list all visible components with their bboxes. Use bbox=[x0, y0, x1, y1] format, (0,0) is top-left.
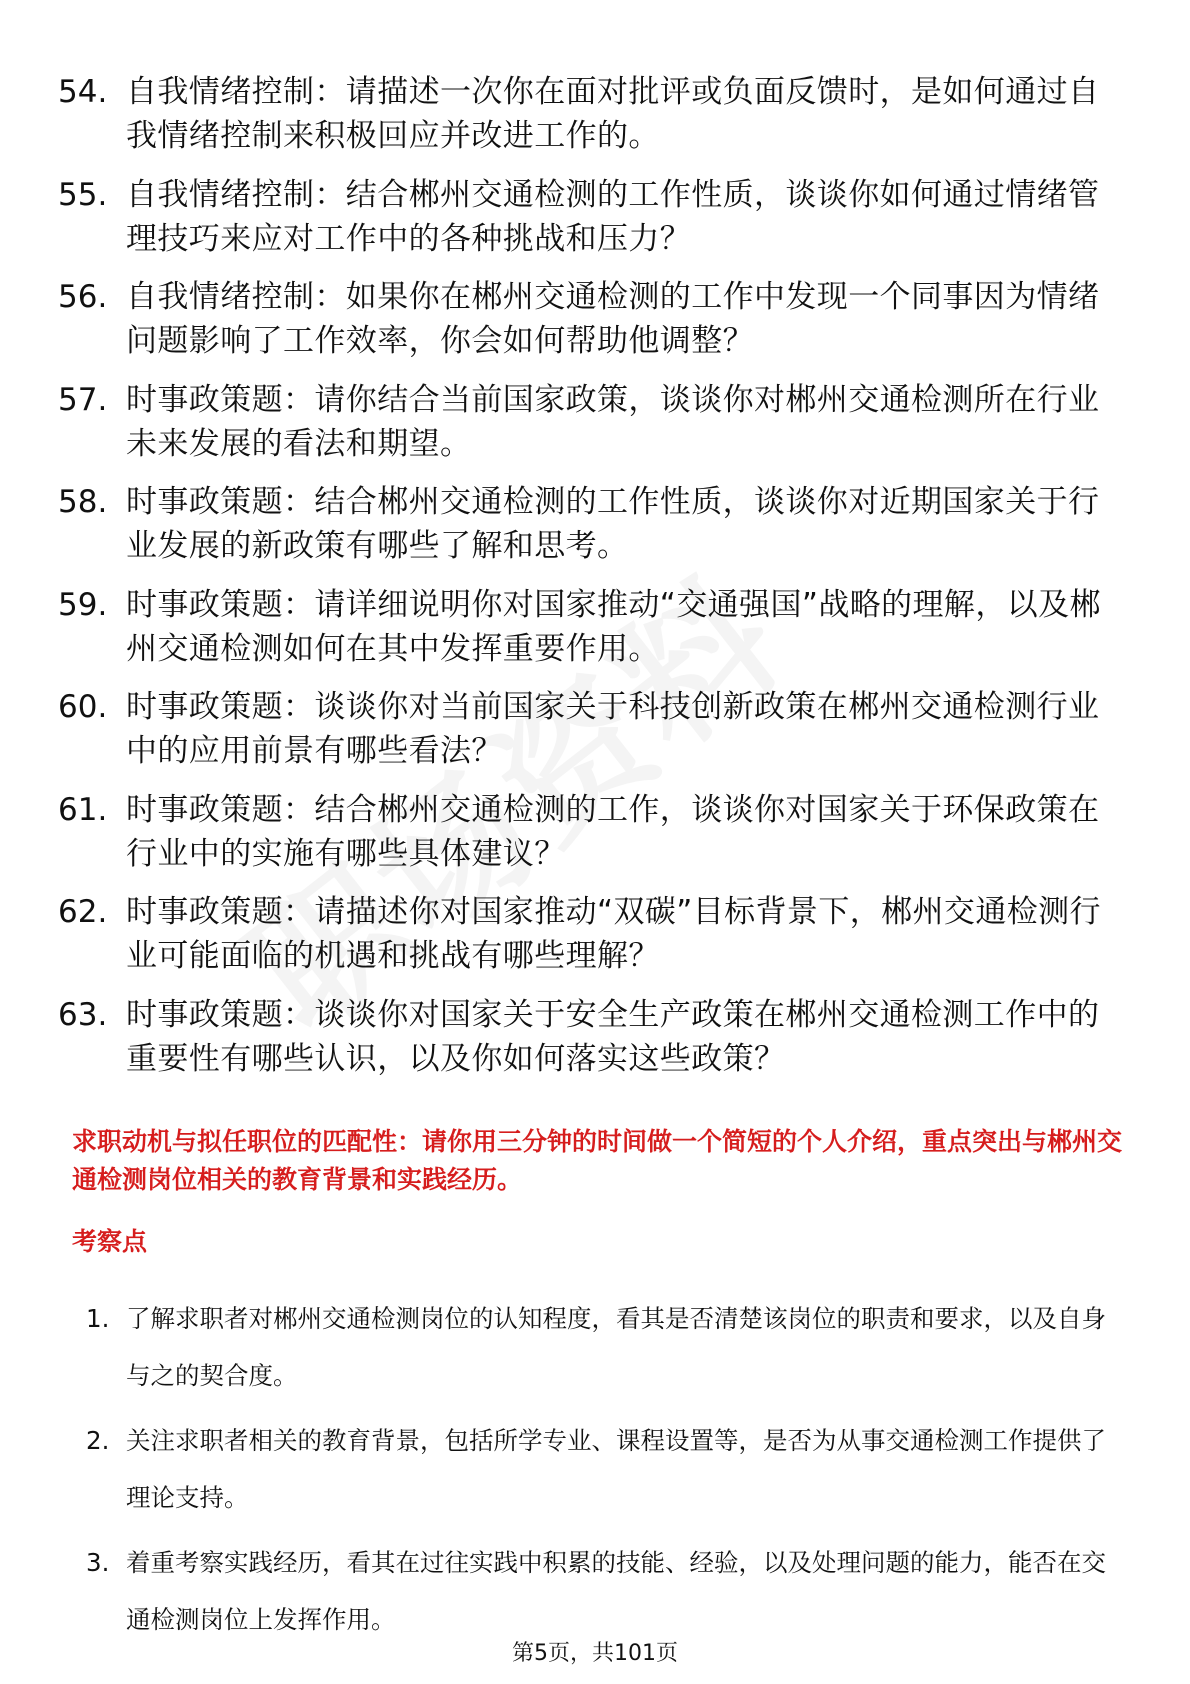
question-number: 57. bbox=[58, 381, 108, 418]
point-number: 2. bbox=[86, 1426, 110, 1455]
assessment-points-list bbox=[86, 1290, 1126, 1656]
assessment-point bbox=[86, 1412, 1126, 1526]
question-text: 时事政策题：结合郴州交通检测的工作，谈谈你对国家关于环保政策在行业中的实施有哪些具体建议？ bbox=[126, 791, 1100, 872]
point-text: 了解求职者对郴州交通检测岗位的认知程度，看其是否清楚该岗位的职责和要求，以及自身与之的契合度。 bbox=[126, 1304, 1106, 1390]
question-number: 62. bbox=[58, 894, 108, 930]
question-number: 60. bbox=[58, 689, 108, 725]
question-text: 时事政策题：请描述你对国家推动“双碳”目标背景下，郴州交通检测行业可能面临的机遇和挑战有哪些理解？ bbox=[126, 894, 1101, 974]
question-number: 59. bbox=[58, 586, 108, 623]
question-text: 时事政策题：请详细说明你对国家推动“交通强国”战略的理解，以及郴州交通检测如何在其中发挥重要作用。 bbox=[126, 586, 1101, 667]
question-text: 时事政策题：谈谈你对当前国家关于科技创新政策在郴州交通检测行业中的应用前景有哪些看法？ bbox=[126, 689, 1100, 769]
question-number: 55. bbox=[58, 176, 108, 213]
question-item bbox=[58, 788, 1118, 876]
assessment-point bbox=[86, 1534, 1126, 1648]
question-item bbox=[58, 275, 1118, 363]
point-text: 关注求职者相关的教育背景，包括所学专业、课程设置等，是否为从事交通检测工作提供了理论支持。 bbox=[126, 1426, 1106, 1512]
question-text: 时事政策题：结合郴州交通检测的工作性质，谈谈你对近期国家关于行业发展的新政策有哪些了解和思考。 bbox=[126, 484, 1100, 564]
question-item bbox=[58, 70, 1118, 158]
question-number: 56. bbox=[58, 279, 108, 315]
question-text: 时事政策题：谈谈你对国家关于安全生产政策在郴州交通检测工作中的重要性有哪些认识，以及你如何落实这些政策？ bbox=[126, 996, 1100, 1077]
question-item bbox=[58, 685, 1118, 773]
question-text: 时事政策题：请你结合当前国家政策，谈谈你对郴州交通检测所在行业未来发展的看法和期望。 bbox=[126, 381, 1100, 462]
assessment-point bbox=[86, 1290, 1126, 1404]
question-item bbox=[58, 993, 1118, 1081]
question-item bbox=[58, 378, 1118, 466]
assessment-points-heading: 考察点 bbox=[72, 1227, 148, 1256]
point-number: 1. bbox=[86, 1304, 110, 1333]
question-item bbox=[58, 173, 1118, 261]
question-item bbox=[58, 583, 1118, 671]
question-text: 自我情绪控制：如果你在郴州交通检测的工作中发现一个同事因为情绪问题影响了工作效率，你会如何帮助他调整？ bbox=[126, 279, 1100, 359]
point-text: 着重考察实践经历，看其在过往实践中积累的技能、经验，以及处理问题的能力，能否在交通检测岗位上发挥作用。 bbox=[126, 1548, 1106, 1634]
section-title: 求职动机与拟任职位的匹配性：请你用三分钟的时间做一个简短的个人介绍，重点突出与郴州交通检测岗位相关的教育背景和实践经历。 bbox=[72, 1127, 1123, 1194]
point-number: 3. bbox=[86, 1548, 110, 1577]
question-list bbox=[58, 70, 1118, 1095]
question-number: 63. bbox=[58, 996, 108, 1033]
question-number: 54. bbox=[58, 74, 108, 110]
question-item bbox=[58, 890, 1118, 978]
question-number: 61. bbox=[58, 791, 108, 828]
question-text: 自我情绪控制：结合郴州交通检测的工作性质，谈谈你如何通过情绪管理技巧来应对工作中的各种挑战和压力？ bbox=[126, 176, 1100, 257]
question-text: 自我情绪控制：请描述一次你在面对批评或负面反馈时，是如何通过自我情绪控制来积极回应并改进工作的。 bbox=[126, 74, 1100, 154]
question-number: 58. bbox=[58, 484, 108, 520]
question-item bbox=[58, 480, 1118, 568]
page-footer: 第5页，共101页 bbox=[512, 1641, 678, 1666]
